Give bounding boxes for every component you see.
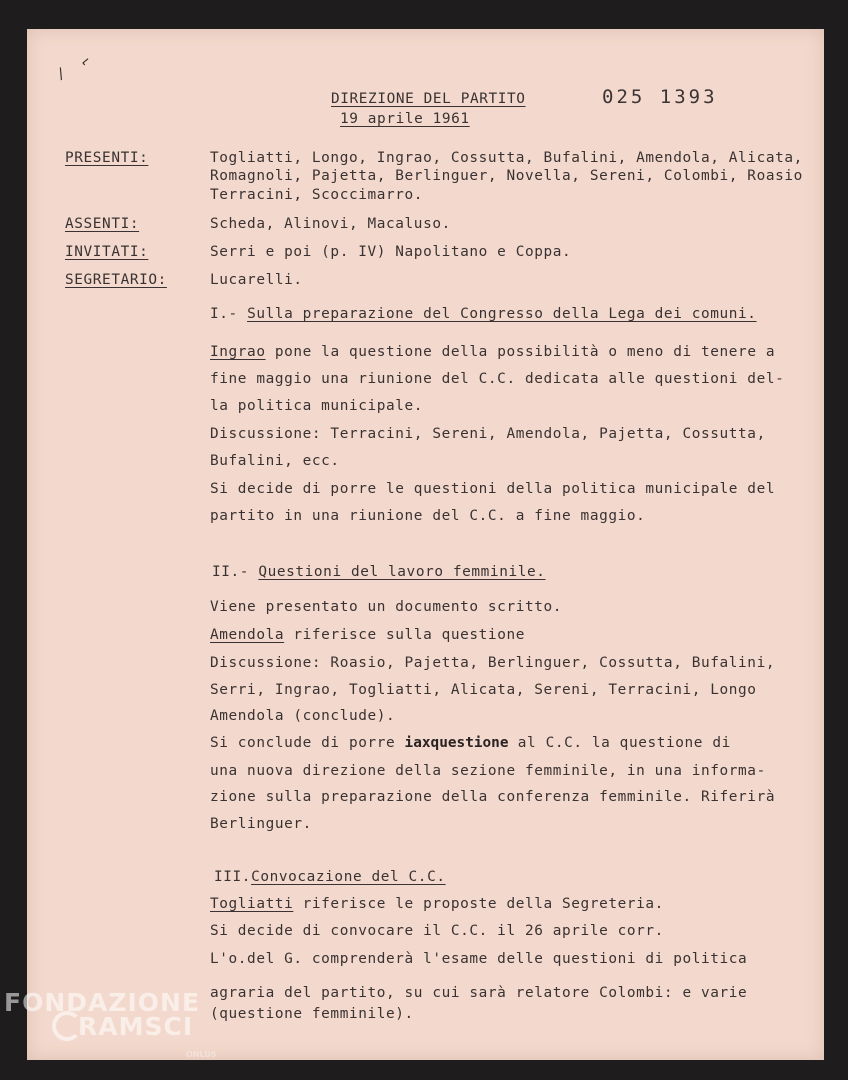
invitati-value: Serri e poi (p. IV) Napolitano e Coppa. <box>210 244 572 260</box>
section-2-line: Viene presentato un documento scritto. <box>210 599 563 615</box>
segretario-value: Lucarelli. <box>210 272 303 288</box>
document-date: 19 aprile 1961 <box>340 111 470 127</box>
watermark-fondazione: FONDAZIONE <box>4 988 201 1017</box>
watermark-gramsci: RAMSCI <box>78 1012 194 1041</box>
section-1-line: partito in una riunione del C.C. a fine maggio. <box>210 508 646 524</box>
section-1-line: Bufalini, ecc. <box>210 453 340 469</box>
assenti-value: Scheda, Alinovi, Macaluso. <box>210 216 451 232</box>
section-3-line: agraria del partito, su cui sarà relatore Colombi: e varie <box>210 985 748 1001</box>
document-title: DIREZIONE DEL PARTITO <box>331 91 526 107</box>
segretario-label: SEGRETARIO: <box>65 272 167 288</box>
section-2-line: una nuova direzione della sezione femminile, in una informa- <box>210 763 766 779</box>
pen-mark: / <box>53 64 69 84</box>
section-2-line: Serri, Ingrao, Togliatti, Alicata, Sereni, Terracini, Longo <box>210 682 757 698</box>
section-1-line: fine maggio una riunione del C.C. dedicata alle questioni del- <box>210 371 785 387</box>
section-1-line: Discussione: Terracini, Sereni, Amendola, Pajetta, Cossutta, <box>210 426 766 442</box>
section-2-line: Si conclude di porre iaxquestione al C.C. la questione di <box>210 735 731 751</box>
presenti-line: Togliatti, Longo, Ingrao, Cossutta, Bufalini, Amendola, Alicata, <box>210 150 803 166</box>
pen-mark: ⌐ <box>77 53 95 71</box>
section-3-line: L'o.del G. comprenderà l'esame delle questioni di politica <box>210 951 748 967</box>
section-2-line: Berlinguer. <box>210 816 312 832</box>
section-2-line: zione sulla preparazione della conferenza femminile. Riferirà <box>210 789 776 805</box>
struck-text: iaxquestione <box>404 735 509 751</box>
presenti-line: Romagnoli, Pajetta, Berlinguer, Novella, Sereni, Colombi, Roasio <box>210 168 803 184</box>
section-3-number: III. <box>214 869 252 885</box>
watermark-onlus: ONLUS <box>186 1050 217 1059</box>
section-2-number: II.- <box>212 564 259 580</box>
assenti-label: ASSENTI: <box>65 216 140 232</box>
section-2-line: Amendola riferisce sulla questione <box>210 627 525 643</box>
section-1-line: la politica municipale. <box>210 398 424 414</box>
section-3-heading <box>214 869 446 885</box>
archive-number: 025 1393 <box>602 86 718 108</box>
section-2-heading <box>212 564 546 580</box>
section-1-number: I.- <box>210 306 248 322</box>
section-1-line: Ingrao pone la questione della possibilità o meno di tenere a <box>210 344 776 360</box>
section-3-line: Togliatti riferisce le proposte della Segreteria. <box>210 896 664 912</box>
section-2-title: Questioni del lavoro femminile. <box>258 564 546 580</box>
section-1-line: Si decide di porre le questioni della politica municipale del <box>210 481 776 497</box>
section-3-speaker: Togliatti <box>210 896 294 912</box>
section-1-title: Sulla preparazione del Congresso della Lega dei comuni. <box>247 306 757 322</box>
section-1-speaker: Ingrao <box>210 344 266 360</box>
section-2-line: Amendola (conclude). <box>210 708 396 724</box>
section-3-line: (questione femminile). <box>210 1006 414 1022</box>
presenti-line: Terracini, Scoccimarro. <box>210 187 424 203</box>
section-3-line: Si decide di convocare il C.C. il 26 aprile corr. <box>210 923 664 939</box>
section-3-title: Convocazione del C.C. <box>251 869 446 885</box>
section-1-heading <box>210 306 757 322</box>
invitati-label: INVITATI: <box>65 244 149 260</box>
section-2-speaker: Amendola <box>210 627 285 643</box>
presenti-label: PRESENTI: <box>65 150 149 166</box>
section-2-line: Discussione: Roasio, Pajetta, Berlinguer, Cossutta, Bufalini, <box>210 655 776 671</box>
